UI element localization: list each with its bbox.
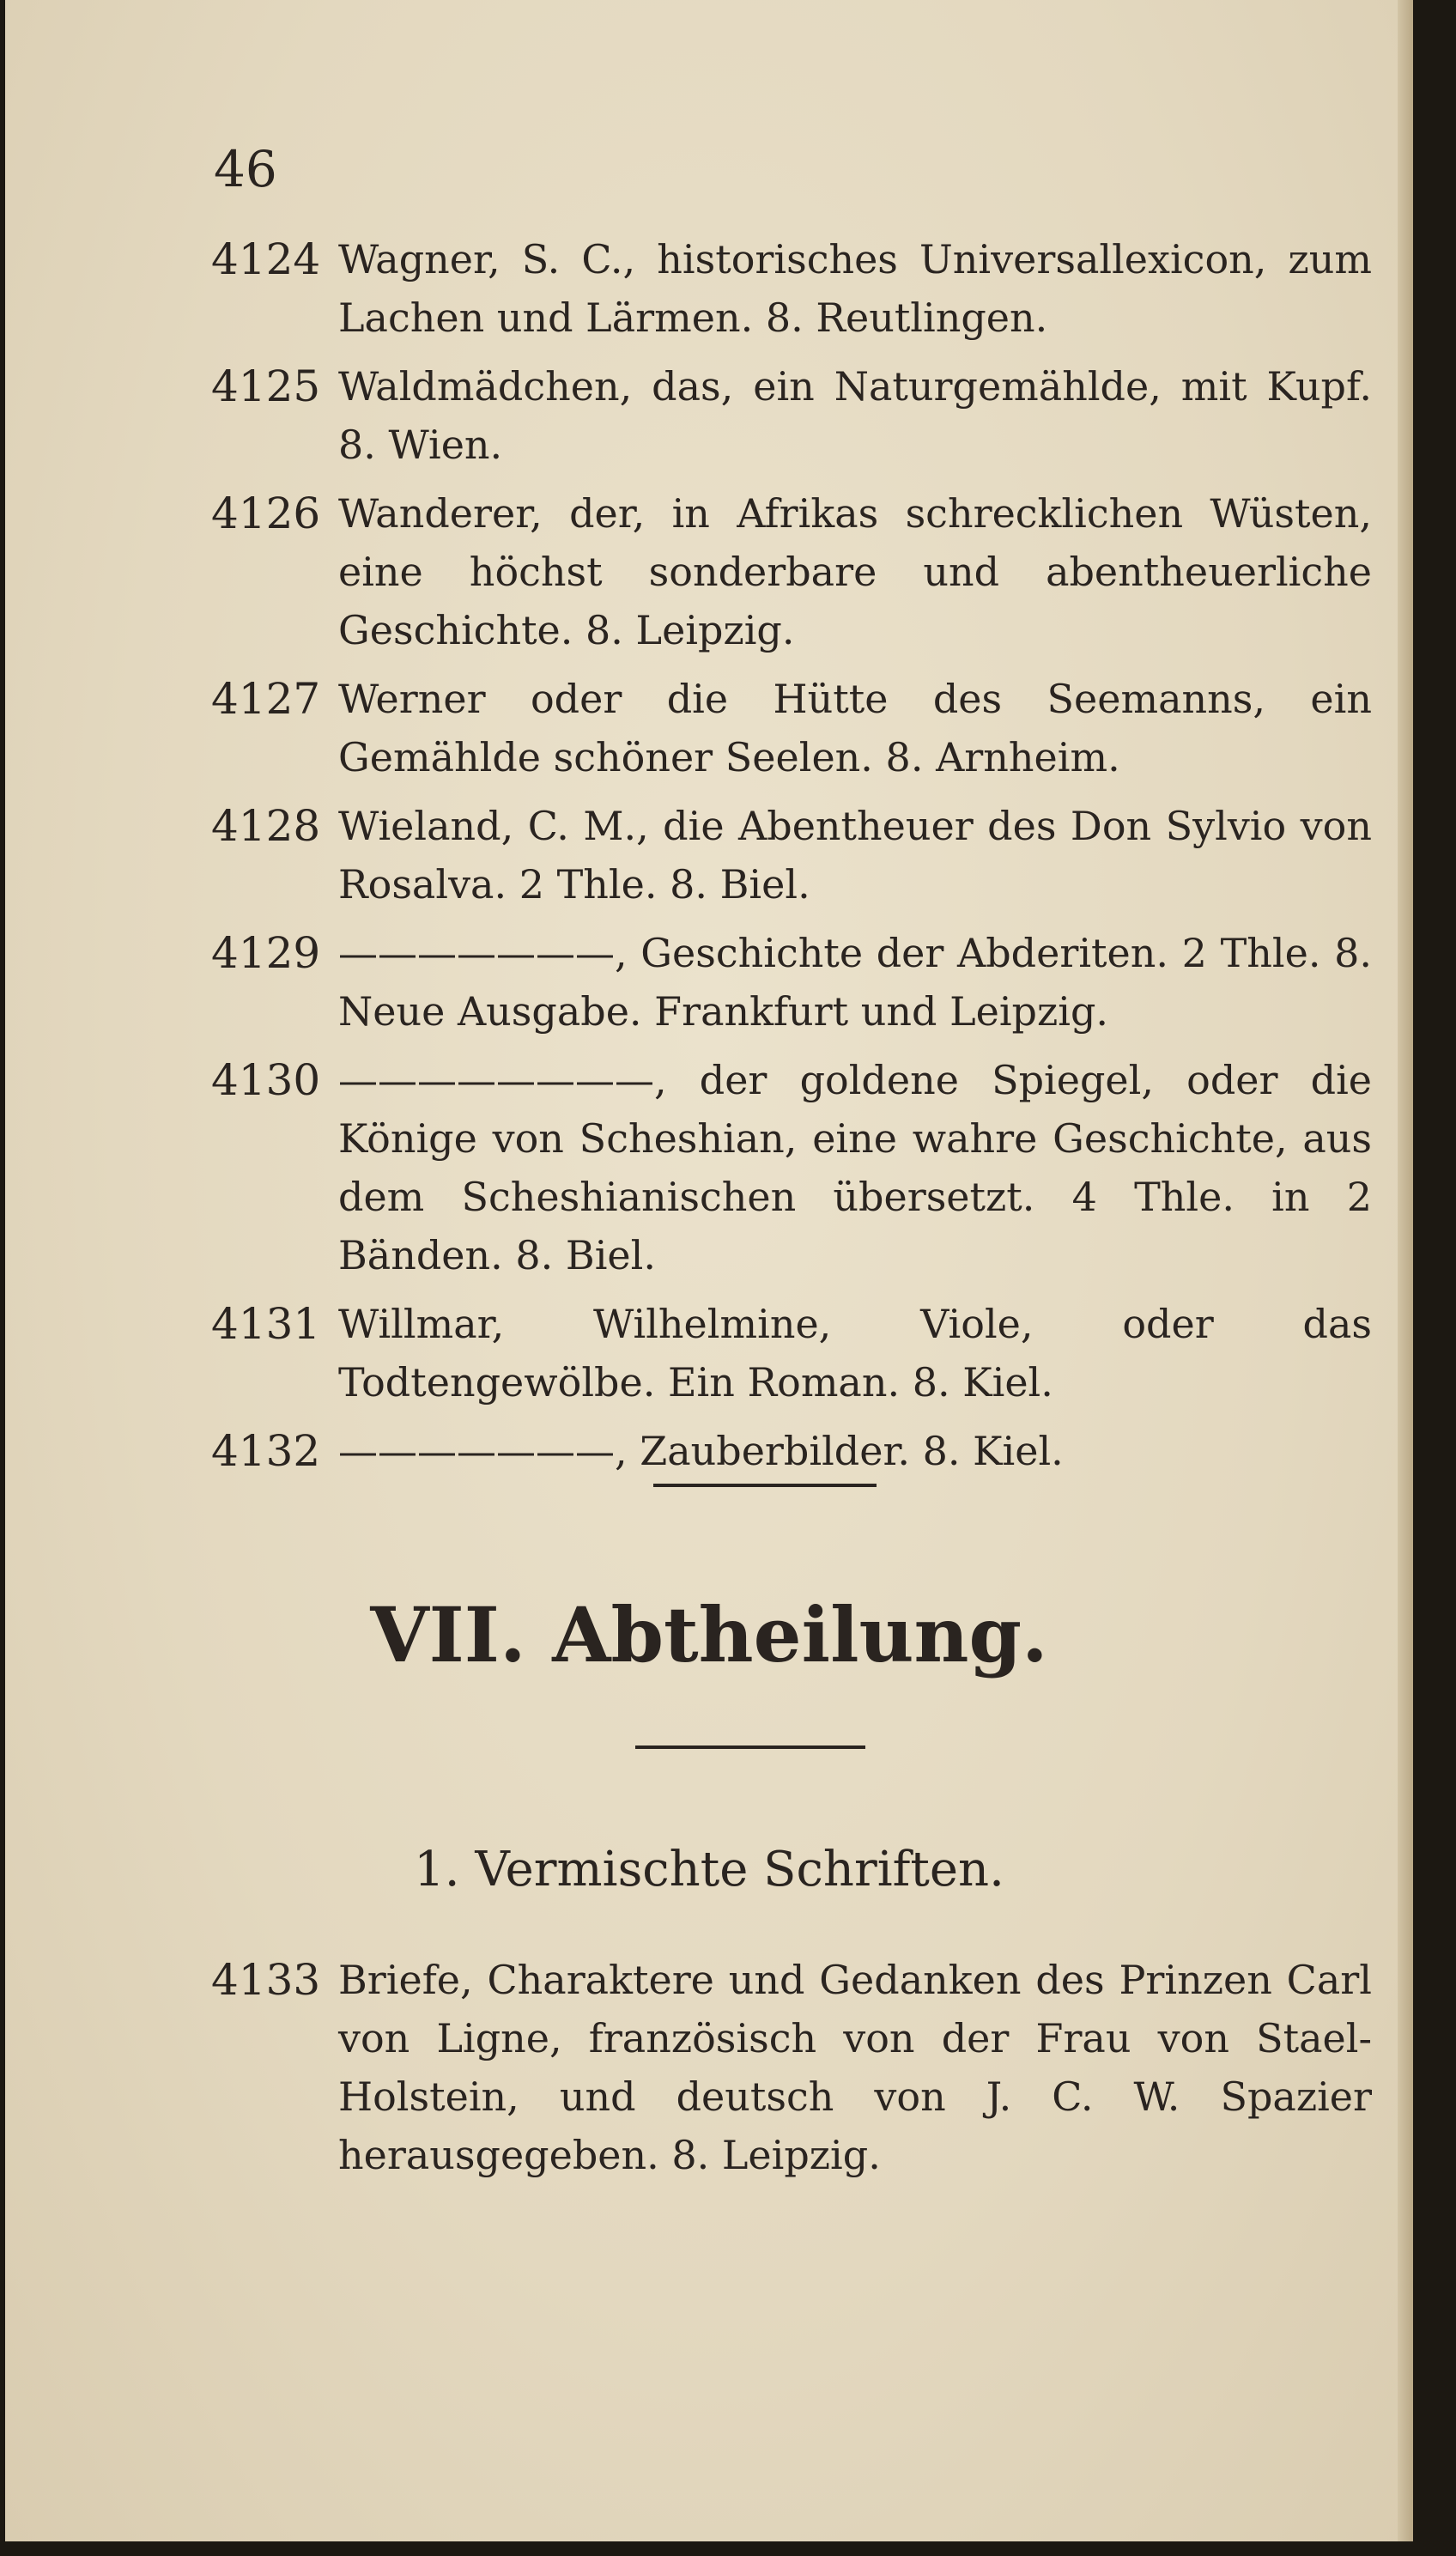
catalog-entries [211, 1951, 1372, 2195]
entry-number: 4130 [211, 1055, 321, 1105]
entry-number: 4125 [211, 361, 321, 411]
entry-text: Wanderer, der, in Afrikas schrecklichen Wüsten, eine höchst sonderbare und abentheuerliche Geschichte. 8. Leipzig. [338, 490, 1372, 653]
entry-number: 4127 [211, 674, 321, 724]
entry-number: 4132 [211, 1426, 321, 1476]
catalog-entry [211, 357, 1372, 474]
catalog-entries [211, 230, 1372, 1490]
entry-text: Willmar, Wilhelmine, Viole, oder das Todtengewölbe. Ein Roman. 8. Kiel. [338, 1301, 1372, 1405]
catalog-entry [211, 1295, 1372, 1412]
book-page [5, 0, 1413, 2541]
entry-text: ———————, Zauberbilder. 8. Kiel. [338, 1428, 1064, 1474]
entry-text: ———————, Geschichte der Abderiten. 2 Thle. 8. Neue Ausgabe. Frankfurt und Leipzig. [338, 930, 1372, 1035]
catalog-entry [211, 230, 1372, 347]
catalog-entry [211, 1051, 1372, 1284]
entry-number: 4133 [211, 1955, 321, 2005]
catalog-entry [211, 1422, 1372, 1480]
entry-number: 4124 [211, 234, 321, 284]
catalog-entry [211, 670, 1372, 786]
subsection-heading: 1. Vermischte Schriften. [414, 1842, 1004, 1897]
entry-number: 4126 [211, 489, 321, 538]
page-edge [1398, 0, 1413, 2541]
entry-text: Waldmädchen, das, ein Naturgemählde, mit Kupf. 8. Wien. [338, 363, 1372, 468]
entry-text: Wieland, C. M., die Abentheuer des Don Sylvio von Rosalva. 2 Thle. 8. Biel. [338, 803, 1372, 908]
entry-number: 4129 [211, 928, 321, 978]
page-number: 46 [214, 140, 277, 198]
entry-text: Werner oder die Hütte des Seemanns, ein Gemählde schöner Seelen. 8. Arnheim. [338, 676, 1372, 780]
entry-number: 4128 [211, 801, 321, 851]
entry-text: Briefe, Charaktere und Gedanken des Prinzen Carl von Ligne, französisch von der Frau von Stael-Holstein, und deutsch von J. C. W. Spazier herausgegeben. 8. Leipzig. [338, 1957, 1372, 2178]
catalog-entry [211, 924, 1372, 1041]
divider-rule [635, 1745, 865, 1749]
catalog-entry [211, 1951, 1372, 2184]
divider-rule [653, 1484, 877, 1487]
catalog-entry [211, 797, 1372, 914]
catalog-entry [211, 484, 1372, 659]
entry-text: ————————, der goldene Spiegel, oder die Könige von Scheshian, eine wahre Geschichte, aus dem Scheshianischen übersetzt. 4 Thle. in 2 Bänden. 8. Biel. [338, 1057, 1372, 1278]
entry-text: Wagner, S. C., historisches Universallexicon, zum Lachen und Lärmen. 8. Reutlingen. [338, 236, 1372, 341]
section-heading: VII. Abtheilung. [370, 1590, 1048, 1679]
entry-number: 4131 [211, 1299, 321, 1349]
